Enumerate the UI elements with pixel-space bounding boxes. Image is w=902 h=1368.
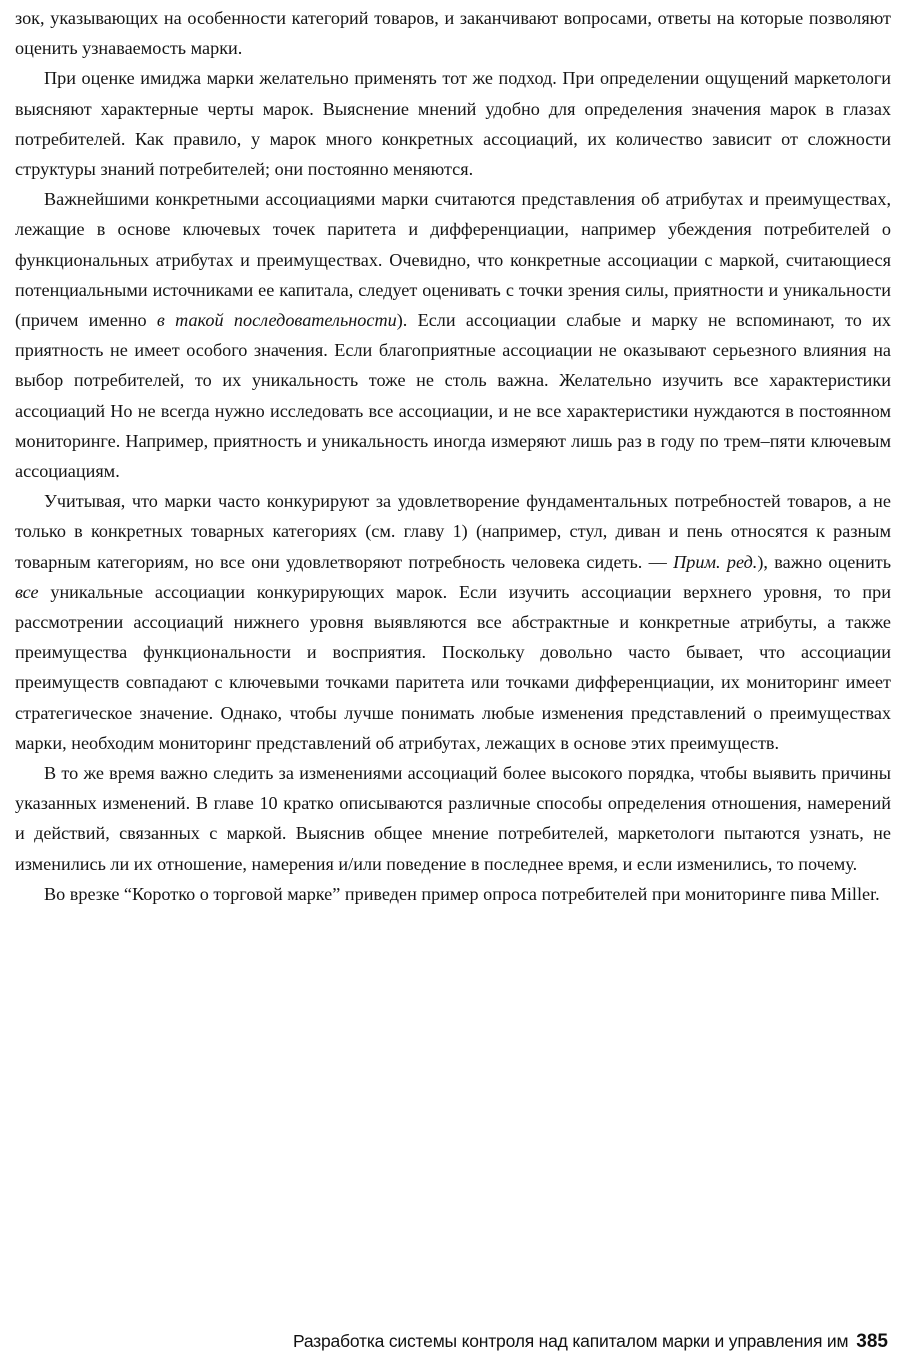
footer-chapter-title: Разработка системы контроля над капиталом марки и управления им bbox=[292, 1331, 849, 1351]
paragraph bbox=[15, 63, 891, 184]
page-body bbox=[15, 3, 891, 909]
paragraph-text: При оценке имиджа марки желательно применять тот же подход. При определении ощущений маркетологи выясняют характерные черты марок. Выяснение мнений удобно для определения значения марок в глазах потребителей. Как правило, у марок много конкретных ассоциаций, их количество зависит от сложности структуры знаний потребителей; они постоянно меняются. bbox=[15, 68, 891, 180]
paragraph-text: В то же время важно следить за изменениями ассоциаций более высокого порядка, чтобы выявить причины указанных изменений. В главе 10 кратко описываются различные способы определения отношения, намерений и действий, связанных с маркой. Выяснив общее мнение потребителей, маркетологи пытаются узнать, не изменились ли их отношение, намерения и/или поведение в последнее время, и если изменились, то почему. bbox=[15, 763, 891, 874]
paragraph bbox=[15, 184, 891, 486]
paragraph bbox=[15, 879, 891, 909]
page-number: 385 bbox=[856, 1331, 888, 1352]
paragraph-text: зок, указывающих на особенности категорий товаров, и заканчивают вопросами, ответы на которые позволяют оценить узнаваемость марки. bbox=[15, 8, 891, 59]
paragraph-text: Во врезке “Коротко о торговой марке” приведен пример опроса потребителей при мониторинге пива Miller. bbox=[44, 883, 880, 904]
paragraph-text: Учитывая, что марки часто конкурируют за удовлетворение фундаментальных потребностей товаров, а не только в конкретных товарных категориях (см. главу 1) (например, стул, диван и пень относятся к разным товарным категориям, но все они удовлетворяют потребность человека сидеть. — bbox=[15, 491, 891, 572]
editor-note-label: Прим. ред. bbox=[673, 551, 758, 572]
paragraph-text: ), важно оценить bbox=[757, 551, 891, 572]
italic-emphasis: все bbox=[15, 581, 39, 602]
paragraph bbox=[15, 486, 891, 758]
paragraph bbox=[15, 3, 891, 63]
running-footer bbox=[293, 1331, 888, 1353]
paragraph bbox=[15, 758, 891, 879]
italic-emphasis: в такой последовательности bbox=[156, 310, 397, 331]
paragraph-text: уникальные ассоциации конкурирующих марок. Если изучить ассоциации верхнего уровня, то при рассмотрении ассоциаций нижнего уровня выявляются все абстрактные и конкретные атрибуты, а также преимущества функциональности и восприятия. Поскольку довольно часто бывает, что ассоциации преимуществ совпадают с ключевыми точками паритета или точками дифференциации, их мониторинг имеет стратегическое значение. Однако, чтобы лучше понимать любые изменения представлений о преимуществах марки, необходим мониторинг представлений об атрибутах, лежащих в основе этих преимуществ. bbox=[15, 581, 891, 753]
paragraph-text: Важнейшими конкретными ассоциациями марки считаются представления об атрибутах и преимуществах, лежащие в основе ключевых точек паритета и дифференциации, например убеждения потребителей о функциональных атрибутах и преимуществах. Очевидно, что конкретные ассоциации с маркой, считающиеся потенциальными источниками ее капитала, следует оценивать с точки зрения силы, приятности и уникальности (причем именно bbox=[15, 189, 891, 331]
paragraph-text: ). Если ассоциации слабые и марку не вспоминают, то их приятность не имеет особого значения. Если благоприятные ассоциации не оказывают серьезного влияния на выбор потребителей, то их уникальность тоже не столь важна. Желательно изучить все характеристики ассоциаций Но не всегда нужно исследовать все ассоциации, и не все характеристики нуждаются в постоянном мониторинге. Например, приятность и уникальность иногда измеряют лишь раз в году по трем–пяти ключевым ассоциациям. bbox=[15, 310, 891, 482]
